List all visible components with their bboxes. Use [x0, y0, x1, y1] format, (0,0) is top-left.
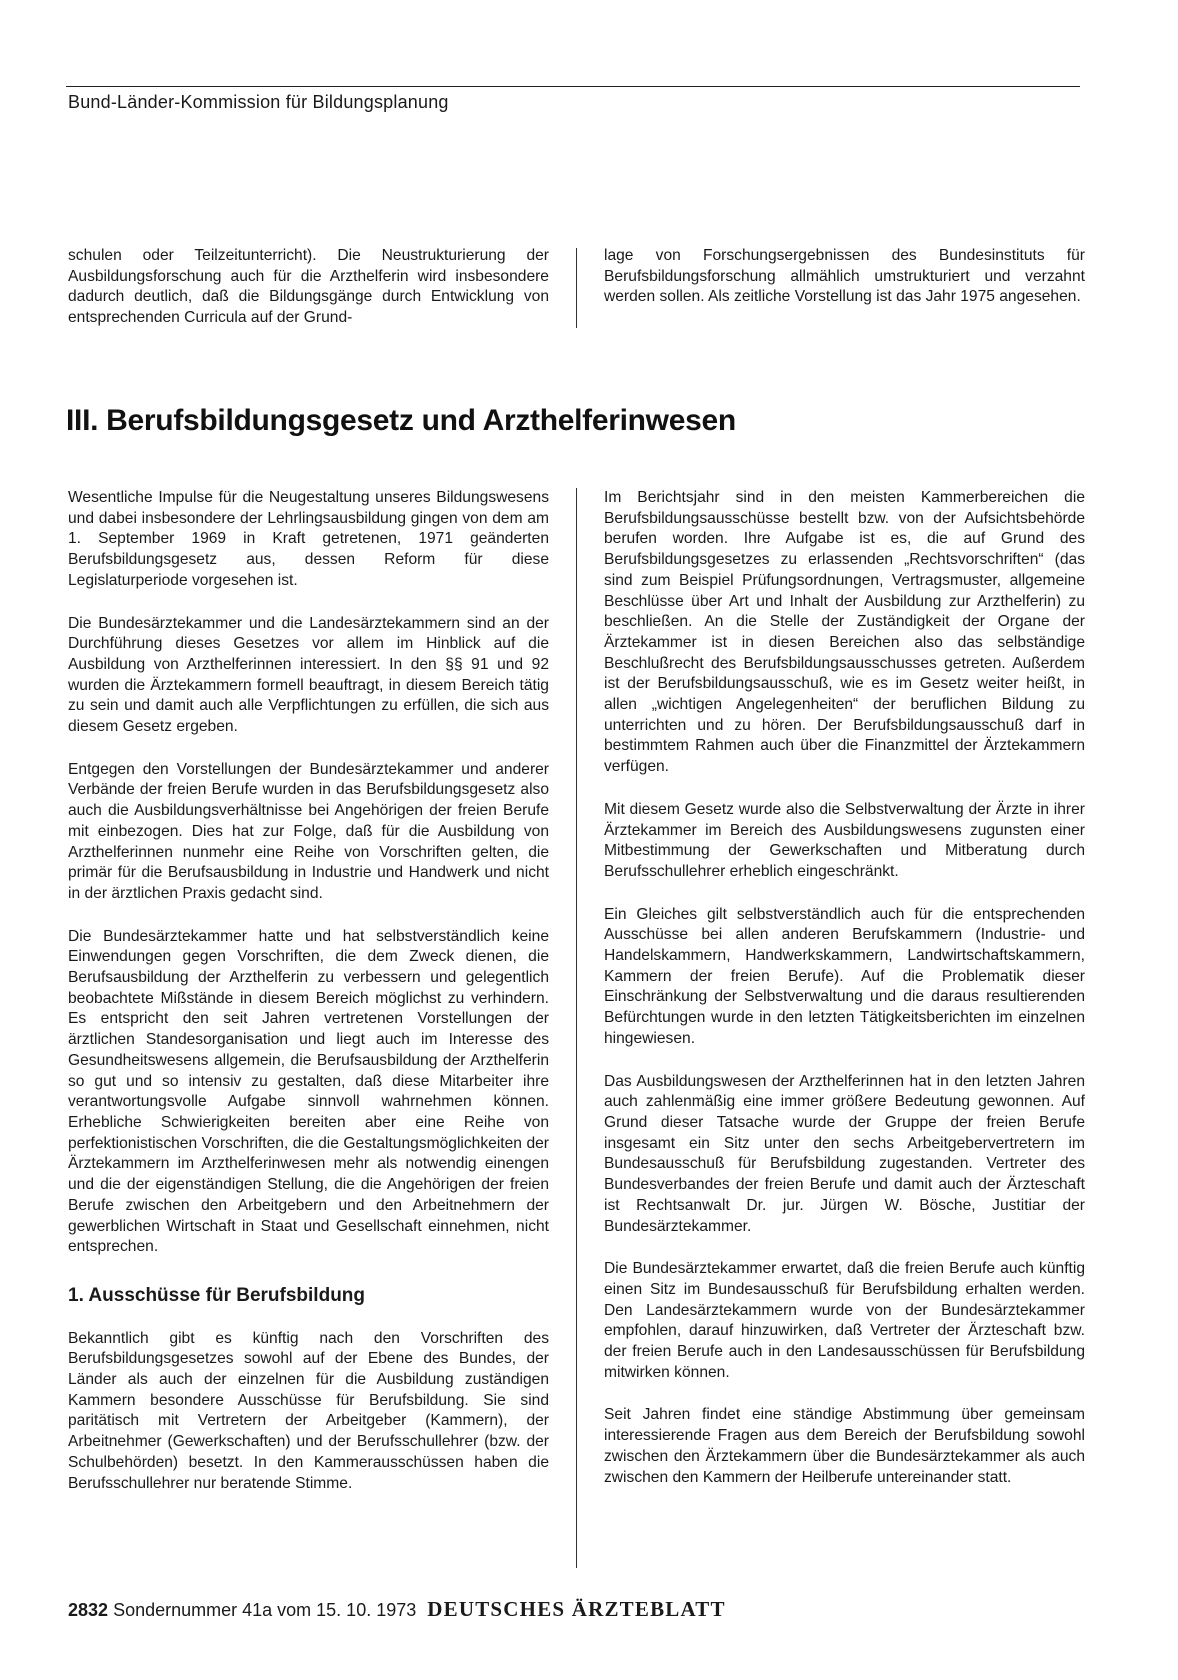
top-left-paragraph: schulen oder Teilzeitunterricht). Die Neustrukturierung der Ausbildungsforschung auch für die Arzthelferin wird insbesondere dadurch deutlich, daß die Bildungsgänge durch Entwicklung von entsprechenden Curricula auf der Grund- — [68, 247, 549, 327]
paragraph: Wesentliche Impulse für die Neugestaltung unseres Bildungswesens und dabei insbesondere der Lehrlingsausbildung gingen von dem am 1. September 1969 in Kraft getretenen, 1971 geänderten Berufsbildungsgesetz aus, dessen Reform für diese Legislaturperiode vorgesehen ist. — [68, 489, 549, 589]
top-left-column — [68, 246, 549, 329]
paragraph: Die Bundesärztekammer und die Landesärztekammern sind an der Durchführung dieses Gesetzes vor allem im Hinblick auf die Ausbildung von Arzthelferinnen interessiert. In den §§ 91 und 92 wurden die Ärztekammern formell beauftragt, in diesem Bereich tätig zu sein und damit auch alle Verpflichtungen zu erfüllen, die sich aus diesem Gesetz ergeben. — [68, 614, 549, 736]
right-column — [604, 488, 1085, 1488]
running-header: Bund-Länder-Kommission für Bildungsplanung — [68, 92, 449, 112]
journal-masthead: DEUTSCHES ÄRZTEBLATT — [427, 1597, 726, 1621]
paragraph: Bekanntlich gibt es künftig nach den Vorschriften des Berufsbildungsgesetzes sowohl auf der Ebene des Bundes, der Länder als auch der einzelnen für die Ausbildung zuständigen Kammern besondere Ausschüsse für Berufsbildung. Sie sind paritätisch mit Vertretern der Arbeitgeber (Kammern), der Arbeitnehmer (Gewerkschaften) und der Berufsschullehrer (bzw. der Schulbehörden) besetzt. In den Kammerausschüssen haben die Berufsschullehrer nur beratende Stimme. — [68, 1329, 549, 1492]
header-rule — [66, 86, 1080, 87]
paragraph: Die Bundesärztekammer erwartet, daß die freien Berufe auch künftig einen Sitz im Bundesausschuß für Berufsbildung erhalten werden. Den Landesärztekammern wurde von der Bundesärztekammer empfohlen, darauf hinzuwirken, daß Vertreter der Ärzteschaft bzw. der freien Berufe auch in den Landesausschüssen für Berufsbildung mitwirken können. — [604, 1260, 1085, 1381]
paragraph: Entgegen den Vorstellungen der Bundesärztekammer und anderer Verbände der freien Berufe wurden in das Berufsbildungsgesetz also auch die Ausbildungsverhältnisse bei Angehörigen der freien Berufe mit einbezogen. Dies hat zur Folge, daß für die Ausbildung von Arzthelferinnen nunmehr eine Reihe von Vorschriften gelten, die primär für die Berufsausbildung in Industrie und Handwerk und nicht in der ärztlichen Praxis gedacht sind. — [68, 760, 549, 902]
paragraph: Seit Jahren findet eine ständige Abstimmung über gemeinsam interessierende Fragen aus dem Bereich der Berufsbildung sowohl zwischen den Ärztekammern über die Bundesärztekammer als auch zwischen den Kammern der Heilberufe untereinander statt. — [604, 1406, 1085, 1486]
issue-info: Sondernummer 41a vom 15. 10. 1973 — [113, 1600, 417, 1620]
top-right-column — [604, 246, 1085, 308]
page-footer — [68, 1597, 726, 1622]
left-column — [68, 488, 549, 1494]
paragraph: Das Ausbildungswesen der Arzthelferinnen hat in den letzten Jahren auch zahlenmäßig eine immer größere Bedeutung gewonnen. Auf Grund dieser Tatsache wurde der Gruppe der freien Berufe insgesamt ein Sitz unter den sechs Arbeitgebervertretern im Bundesausschuß für Berufsbildung zugestanden. Vertreter des Bundesverbandes der freien Berufe und damit auch der Ärzteschaft ist Rechtsanwalt Dr. jur. Jürgen W. Bösche, Justitiar der Bundesärztekammer. — [604, 1072, 1085, 1235]
subsection-heading: 1. Ausschüsse für Berufsbildung — [68, 1284, 366, 1306]
paragraph: Ein Gleiches gilt selbstverständlich auch für die entsprechenden Ausschüsse bei allen anderen Berufskammern (Industrie- und Handelskammern, Handwerkskammern, Landwirtschaftskammern, Kammern der freien Berufe). Auf die Problematik dieser Einschränkung der Selbstverwaltung und die daraus resultierenden Befürchtungen wurde in den letzten Tätigkeitsberichten im einzelnen hingewiesen. — [604, 905, 1085, 1047]
top-right-paragraph: lage von Forschungsergebnissen des Bundesinstituts für Berufsbildungsforschung allmählich umstrukturiert und verzahnt werden sollen. Als zeitliche Vorstellung ist das Jahr 1975 angesehen. — [604, 247, 1085, 306]
section-heading: III. Berufsbildungsgesetz und Arzthelferinwesen — [66, 404, 736, 437]
paragraph: Mit diesem Gesetz wurde also die Selbstverwaltung der Ärzte in ihrer Ärztekammer im Bereich des Ausbildungswesens zugunsten einer Mitbestimmung der Gewerkschaften und Mitberatung durch Berufsschullehrer erheblich eingeschränkt. — [604, 800, 1085, 880]
page-number: 2832 — [68, 1600, 109, 1620]
column-divider — [576, 488, 577, 1568]
paragraph: Im Berichtsjahr sind in den meisten Kammerbereichen die Berufsbildungsausschüsse bestellt bzw. von der Aufsichtsbehörde berufen worden. Ihre Aufgabe ist es, die auf Grund des Berufsbildungsgesetzes zu erlassenden „Rechtsvorschriften“ (das sind zum Beispiel Prüfungsordnungen, Vertragsmuster, allgemeine Beschlüsse über Art und Inhalt der Ausbildung zur Arzthelferin) zu beschließen. An die Stelle der Zuständigkeit der Organe der Ärztekammer ist in diesen Bereichen also das selbständige Beschlußrecht des Berufsbildungsausschusses getreten. Außerdem ist der Berufsbildungsausschuß, wie es im Gesetz weiter heißt, in allen „wichtigen Angelegenheiten“ der beruflichen Bildung zu unterrichten und zu hören. Der Berufsbildungsausschuß darf in bestimmtem Rahmen auch über die Finanzmittel der Ärztekammern verfügen. — [604, 489, 1085, 776]
column-divider-top — [576, 248, 577, 328]
paragraph: Die Bundesärztekammer hatte und hat selbstverständlich keine Einwendungen gegen Vorschriften, die dem Zweck dienen, die Berufsausbildung der Arzthelferin zu verbessern und gelegentlich beobachtete Mißstände in diesem Bereich möglichst zu verhindern. Es entspricht den seit Jahren vertretenen Vorstellungen der ärztlichen Standesorganisation und liegt auch im Interesse des Gesundheitswesens allgemein, die Berufsausbildung der Arzthelferin so gut und so intensiv zu gestalten, daß diese Mitarbeiter ihre verantwortungsvolle Aufgabe sinnvoll wahrnehmen können. Erhebliche Schwierigkeiten bereiten aber eine Reihe von perfektionistischen Vorschriften, die die Gestaltungsmöglichkeiten der Ärztekammern im Arzthelferinwesen mehr als notwendig einengen und die der eigenständigen Stellung, die die Angehörigen der freien Berufe zwischen den Arbeitgebern und den Arbeitnehmern der gewerblichen Wirtschaft in Staat und Gesellschaft einnehmen, nicht entsprechen. — [68, 927, 549, 1256]
